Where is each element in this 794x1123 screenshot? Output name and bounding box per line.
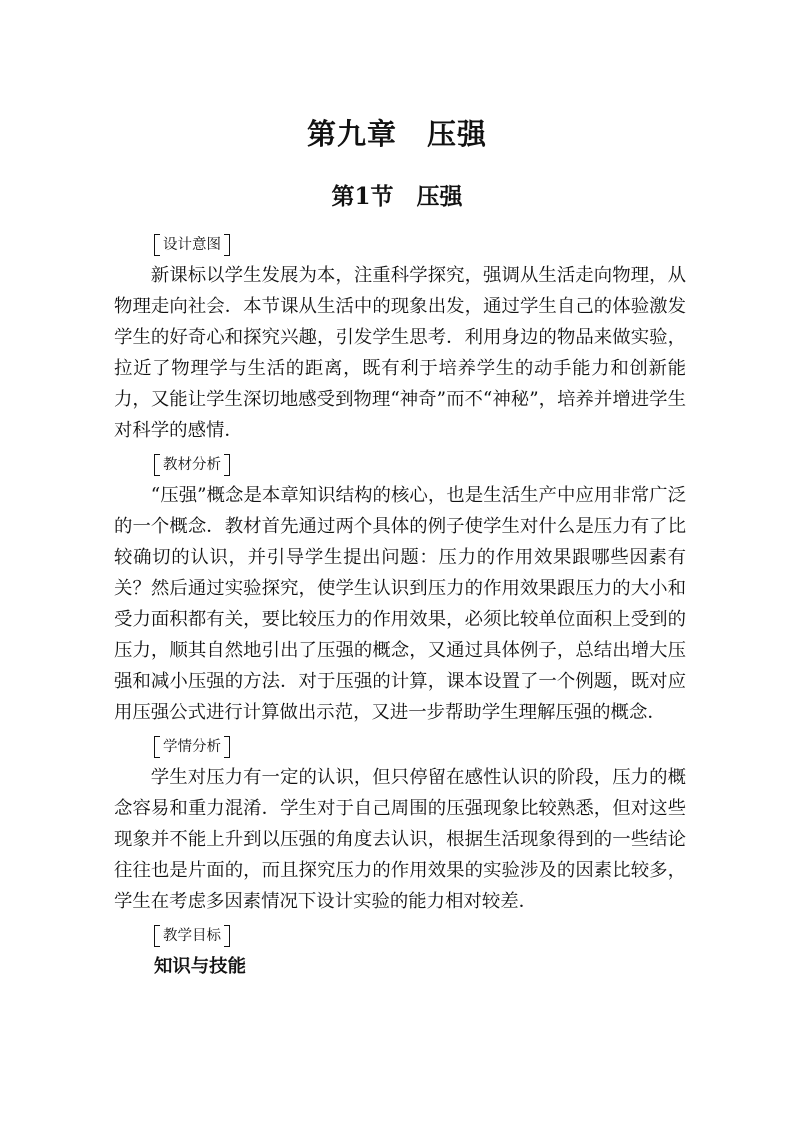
section-title: 第1节 压强 [331, 183, 463, 210]
paragraph-design-intent: 新课标以学生发展为本，注重科学探究，强调从生活走向物理，从物理走向社会．本节课从生活中的现象出发，通过学生自己的体验激发学生的好奇心和探究兴趣，引发学生思考．利用身边的物品来做实验，拉近了物理学与生活的距离，既有利于培养学生的动手能力和创新能力，又能让学生深切地感受到物理“神奇”而不“神秘”，培养并增进学生对科学的感情． [114, 265, 686, 441]
section-tag-student-analysis [154, 732, 686, 762]
bracket-right-icon [224, 925, 230, 947]
section-tag-label: 设计意图 [163, 236, 221, 253]
bracket-left-icon [154, 736, 160, 758]
section-tag-textbook-analysis [154, 450, 686, 480]
section-tag-label: 教材分析 [163, 456, 221, 473]
section-tag-teaching-objectives [154, 921, 686, 951]
bracket-left-icon [154, 925, 160, 947]
document-body [114, 226, 686, 982]
bracket-right-icon [224, 234, 230, 256]
subheading-knowledge-skills: 知识与技能 [154, 956, 246, 977]
chapter-title: 第九章 压强 [306, 117, 487, 151]
paragraph-student-analysis: 学生对压力有一定的认识，但只停留在感性认识的阶段，压力的概念容易和重力混淆．学生对于自己周围的压强现象比较熟悉，但对这些现象并不能上升到以压强的角度去认识，根据生活现象得到的一些结论往往也是片面的，而且探究压力的作用效果的实验涉及的因素比较多，学生在考虑多因素情况下设计实验的能力相对较差． [114, 767, 686, 912]
bracket-left-icon [154, 234, 160, 256]
paragraph-textbook-analysis: “压强”概念是本章知识结构的核心，也是生活生产中应用非常广泛的一个概念．教材首先通过两个具体的例子使学生对什么是压力有了比较确切的认识，并引导学生提出问题：压力的作用效果跟哪些因素有关？然后通过实验探究，使学生认识到压力的作用效果跟压力的大小和受力面积都有关，要比较压力的作用效果，必须比较单位面积上受到的压力，顺其自然地引出了压强的概念，又通过具体例子，总结出增大压强和减小压强的方法．对于压强的计算，课本设置了一个例题，既对应用压强公式进行计算做出示范，又进一步帮助学生理解压强的概念． [114, 485, 686, 723]
section-tag-label: 学情分析 [163, 738, 221, 755]
bracket-right-icon [224, 454, 230, 476]
bracket-left-icon [154, 454, 160, 476]
section-tag-label: 教学目标 [163, 927, 221, 944]
bracket-right-icon [224, 736, 230, 758]
section-tag-design-intent [154, 230, 686, 260]
